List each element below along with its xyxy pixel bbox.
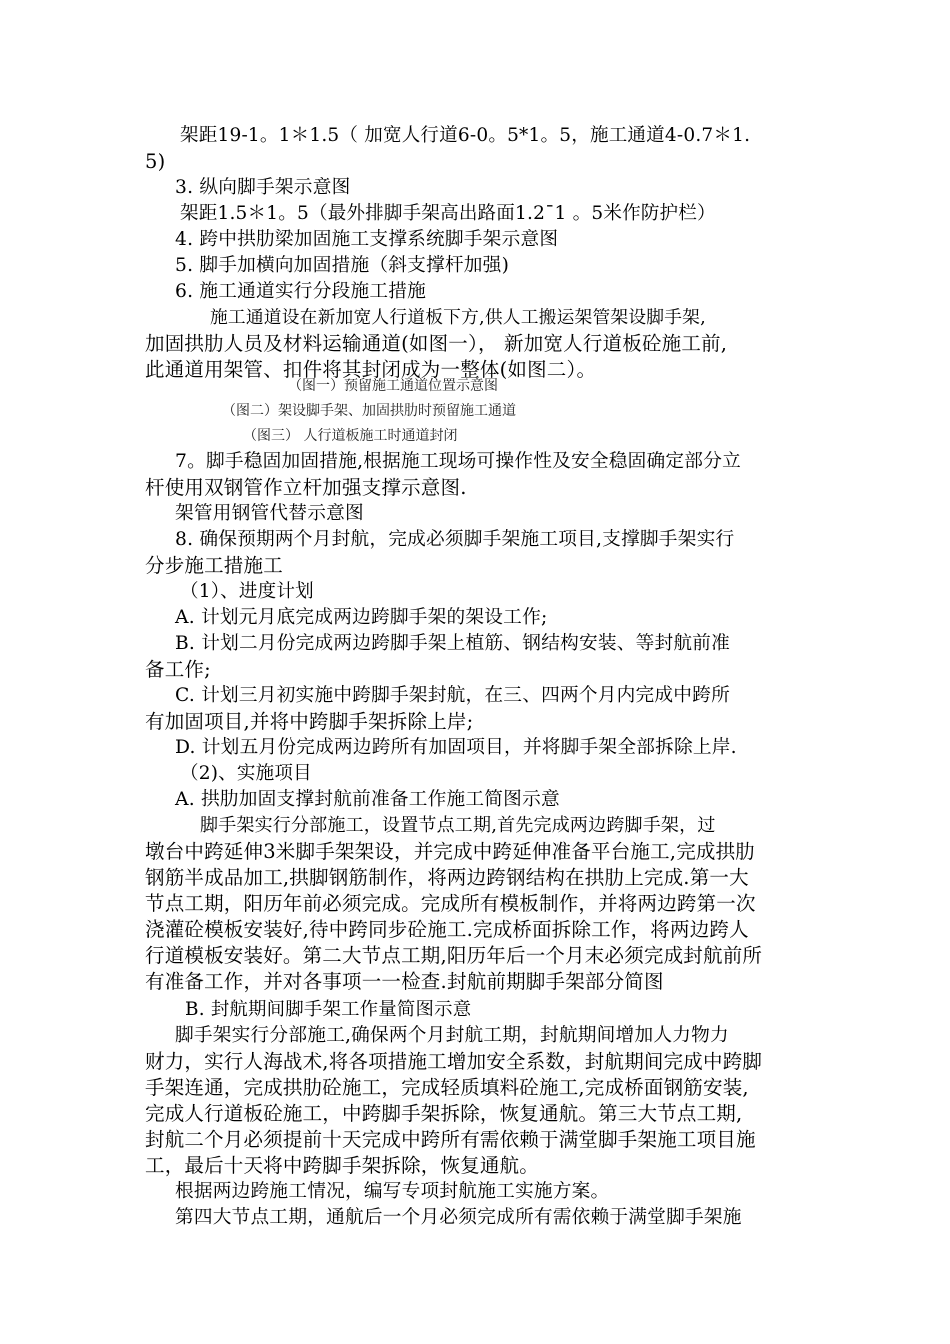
section-heading-3: 3. 纵向脚手架示意图	[175, 177, 351, 198]
para-line-29: 浇灌砼模板安装好,待中跨同步砼施工.完成桥面拆除工作，将两边跨人	[145, 918, 749, 941]
item-b-heading: B. 封航期间脚手架工作量简图示意	[185, 999, 472, 1020]
list-item-d: D. 计划五月份完成两边跨所有加固项目，并将脚手架全部拆除上岸.	[175, 737, 737, 758]
section-heading-5: 5. 脚手加横向加固措施（斜支撑杆加强)	[175, 255, 510, 276]
para-line-39: 工，最后十天将中跨脚手架拆除，恢复通航。	[145, 1154, 540, 1177]
para-line-27: 钢筋半成品加工,拱脚钢筋制作，将两边跨钢结构在拱肋上完成.第一大	[145, 866, 749, 889]
para-line-2: 5)	[145, 150, 166, 173]
para-line-38: 封航二个月必须提前十天完成中跨所有需依赖于满堂脚手架施工项目施	[145, 1128, 756, 1151]
list-item-a: A. 计划元月底完成两边跨脚手架的架设工作;	[175, 607, 548, 628]
para-line-28: 节点工期，阳历年前必须完成。完成所有模板制作，并将两边跨第一次	[145, 892, 756, 915]
section-heading-4: 4. 跨中拱肋梁加固施工支撑系统脚手架示意图	[175, 229, 559, 250]
para-line-36: 手架连通，完成拱肋砼施工，完成轻质填料砼施工,完成桥面钢筋安装,	[145, 1076, 749, 1099]
para-line-9: 加固拱肋人员及材料运输通道(如图一）， 新加宽人行道板砼施工前,	[145, 332, 728, 355]
para-line-37: 完成人行道板砼施工，中跨脚手架拆除，恢复通航。第三大节点工期,	[145, 1102, 743, 1125]
item-a-heading: A. 拱肋加固支撑封航前准备工作施工简图示意	[175, 789, 560, 810]
figure-caption-3: （图三） 人行道板施工时通道封闭	[243, 428, 458, 444]
para-line-35: 财力，实行人海战术,将各项措施工增加安全系数，封航期间完成中跨脚	[145, 1050, 763, 1073]
section-heading-6: 6. 施工通道实行分段施工措施	[175, 281, 427, 302]
para-line-25: 脚手架实行分部施工，设置节点工期,首先完成两边跨脚手架，过	[200, 815, 716, 836]
para-line-40: 根据两边跨施工情况，编写专项封航施工实施方案。	[175, 1181, 610, 1202]
para-line-15: 分步施工措施工	[145, 554, 283, 577]
para-line-31: 有准备工作，并对各事项一一检查.	[145, 970, 447, 993]
para-line-1: 架距19-1。1＊1.5（ 加宽人行道6-0。5*1。5，施工通道4-0.7＊1.	[180, 125, 751, 146]
list-item-c: C. 计划三月初实施中跨脚手架封航，在三、四两个月内完成中跨所	[175, 685, 730, 706]
figure-caption-1: （图一）预留施工通道位置示意图	[288, 378, 498, 394]
list-item-b-cont: 备工作;	[145, 658, 211, 681]
subheading-implementation: （2)、实施项目	[180, 763, 312, 784]
para-line-41: 第四大节点工期，通航后一个月必须完成所有需依赖于满堂脚手架施	[175, 1207, 742, 1228]
para-line-10: 此通道用架管、扣件将其封闭成为一整体(如图二）。	[145, 358, 597, 381]
figure-title-pre-closure: 封航前期脚手架部分简图	[447, 970, 664, 993]
list-item-c-cont: 有加固项目,并将中跨脚手架拆除上岸;	[145, 710, 474, 733]
figure-title-pipe: 架管用钢管代替示意图	[175, 503, 364, 524]
para-line-26: 墩台中跨延伸3米脚手架架设，并完成中跨延伸准备平台施工,完成拱肋	[145, 840, 756, 863]
para-line-4: 架距1.5＊1。5（最外排脚手架高出路面1.2¯1 。5米作防护栏）	[180, 203, 716, 224]
figure-caption-2: （图二）架设脚手架、加固拱肋时预留施工通道	[222, 403, 516, 419]
list-item-b: B. 计划二月份完成两边跨脚手架上植筋、钢结构安装、等封航前准	[175, 633, 731, 654]
section-heading-8: 8. 确保预期两个月封航，完成必须脚手架施工项目,支撑脚手架实行	[175, 529, 735, 550]
para-line-8: 施工通道设在新加宽人行道板下方,供人工搬运架管架设脚手架,	[210, 308, 706, 328]
para-line-12: 杆使用双钢管作立杆加强支撑示意图.	[145, 476, 467, 499]
section-heading-7: 7。脚手稳固加固措施,根据施工现场可操作性及安全稳固确定部分立	[175, 451, 741, 472]
subheading-progress-plan: （1）、进度计划	[180, 581, 314, 602]
para-line-30: 行道模板安装好。第二大节点工期,阳历年后一个月末必须完成封航前所	[145, 944, 763, 967]
para-line-34: 脚手架实行分部施工,确保两个月封航工期，封航期间增加人力物力	[175, 1025, 729, 1046]
